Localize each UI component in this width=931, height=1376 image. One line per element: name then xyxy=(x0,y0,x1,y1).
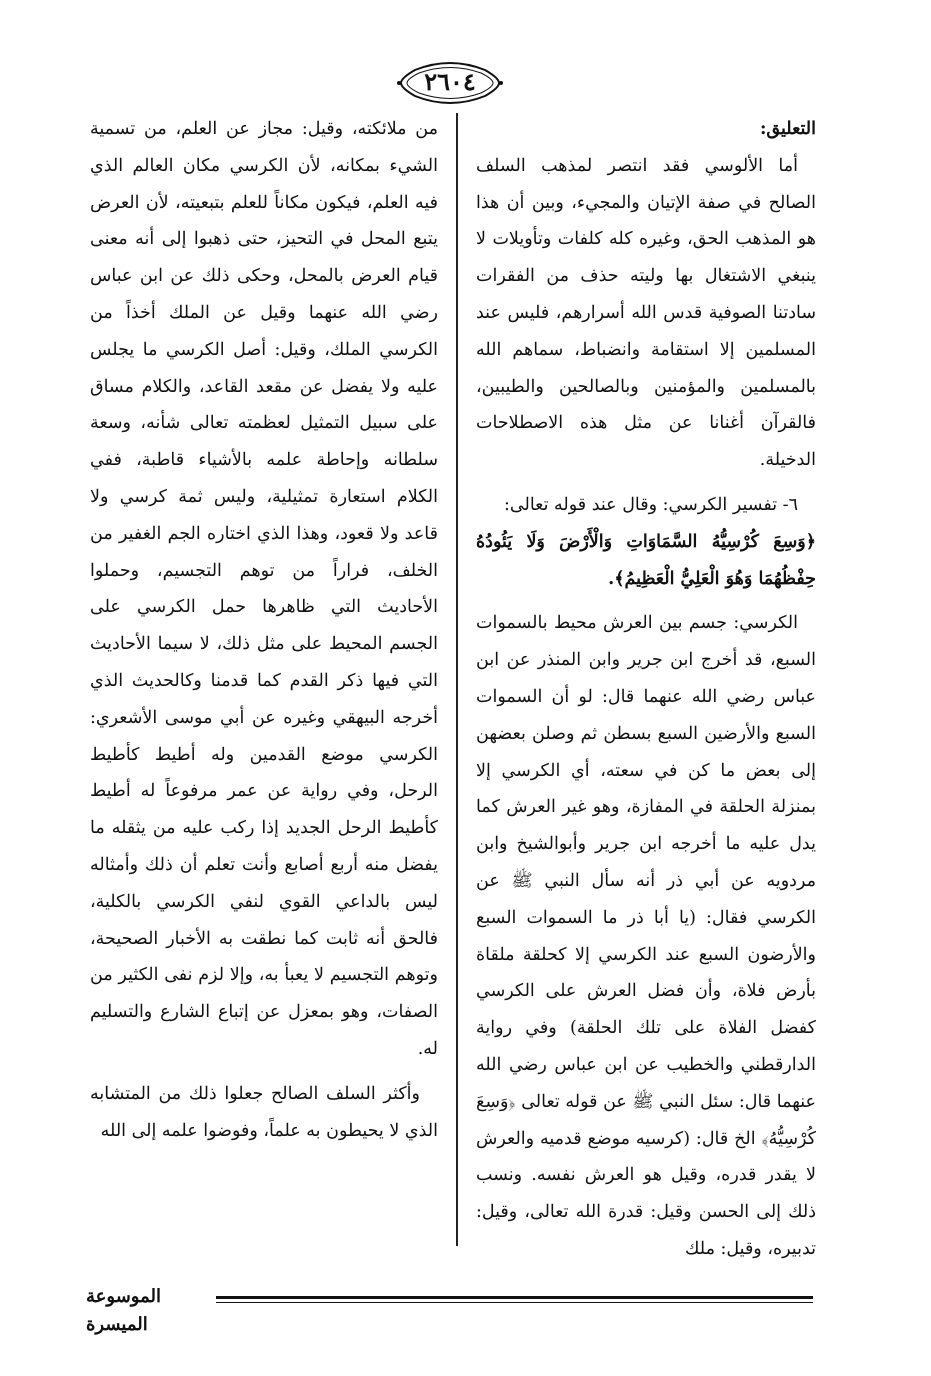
paragraph: وأكثر السلف الصالح جعلوا ذلك من المتشابه الذي لا يحيطون به علماً، وفوضوا علمه إلى الله xyxy=(90,1083,438,1141)
footer-title: الموسوعة الميسرة xyxy=(86,1286,161,1335)
page-number: ٢٦٠٤ xyxy=(424,67,476,96)
quran-verse: ﴿وَسِعَ كُرْسِيُّهُ السَّمَاوَاتِ وَالْأَرْضَ وَلَا يَئُودُهُ حِفْظُهُمَا وَهُوَ الْعَلِيُّ الْعَظِيمُ﴾. xyxy=(476,531,816,589)
left-column xyxy=(90,111,438,1149)
right-column xyxy=(476,111,816,1268)
page-number-ornament xyxy=(395,60,505,106)
paragraph: أما الألوسي فقد انتصر لمذهب السلف الصالح في صفة الإتيان والمجيء، وبين أن هذا هو المذهب الحق، وغيره كله كلفات وتأويلات لا ينبغي الاشتغال بها وليته حذف من الفقرات سادتنا الصوفية قدس الله أسرارهم، فليس عند المسلمين إلا استقامة وانضباط، سماهم الله بالمسلمين والمؤمنين وبالصالحين والطيبين، فالقرآن أغنانا عن مثل هذه الاصطلاحات الدخيلة. xyxy=(476,155,816,471)
footer-rule xyxy=(216,1296,813,1299)
section-heading: التعليق: xyxy=(759,119,816,139)
paragraph: من ملائكته، وقيل: مجاز عن العلم، من تسمية الشيء بمكانه، لأن الكرسي مكان العالم الذي فيه العلم، فيكون مكاناً للعلم بتبعيته، لأن العرض يتبع المحل في التحيز، حتى ذهبوا إلى أنه معنى قيام العرض بالمحل، وحكى ذلك عن ابن عباس رضي الله عنهما وقيل عن الملك أخذاً من الكرسي الملك، وقيل: أصل الكرسي ما يجلس عليه ولا يفضل عن مقعد القاعد، والكلام مساق على سبيل التمثيل لعظمته تعالى شأنه، وسعة سلطانه وإحاطة علمه بالأشياء قاطبة، ففي الكلام استعارة تمثيلية، وليس ثمة كرسي ولا قاعد ولا قعود، وهذا الذي اختاره الجم الغفير من الخلف، فراراً من توهم التجسيم، وحملوا الأحاديث التي ظاهرها حمل الكرسي على الجسم المحيط على مثل ذلك، لا سيما الأحاديث التي فيها ذكر القدم كما قدمنا وكالحديث الذي أخرجه البيهقي وغيره عن أبي موسى الأشعري: الكرسي موضع القدمين وله أطيط كأطيط الرحل، وفي رواية عن عمر مرفوعاً له أطيط كأطيط الرحل الجديد إذا ركب عليه من يثقله ما يفضل منه أربع أصابع وأنت تعلم أن ذلك وأمثاله ليس بالداعي القوي لنفي الكرسي بالكلية، فالحق أنه ثابت كما نطقت به الأخبار الصحيحة، وتوهم التجسيم لا يعبأ به، وإلا لزم نفى الكثير من الصفات، وهو بمعزل عن إتباع الشارع والتسليم له. xyxy=(90,119,438,1059)
column-divider xyxy=(456,113,458,1246)
paragraph: ٦- تفسير الكرسي: وقال عند قوله تعالى: xyxy=(504,494,798,515)
footer-rule-thin xyxy=(216,1302,813,1303)
paragraph: الكرسي: جسم بين العرش محيط بالسموات السبع، قد أخرج ابن جرير وابن المنذر عن ابن عباس رضي الله عنهما قال: لو أن السموات السبع والأرضين السبع بسطن ثم وصلن بعضهن إلى بعض ما كن في سعته، أي الكرسي إلا بمنزلة الحلقة في المفازة، وهو غير العرش كما يدل عليه ما أخرجه ابن جرير وأبوالشيخ وابن مردويه عن أبي ذر أنه سأل النبي ﷺ عن الكرسي فقال: (يا أبا ذر ما السموات السبع والأرضون السبع عند الكرسي إلا كحلقة ملقاة بأرض فلاة، وأن فضل العرش على الكرسي كفضل الفلاة على تلك الحلقة) وفي رواية الدارقطني والخطيب عن ابن عباس رضي الله عنهما قال: سئل النبي ﷺ عن قوله تعالى ﴿وَسِعَ كُرْسِيُّهُ﴾ الخ قال: (كرسيه موضع قدميه والعرش لا يقدر قدره، وقيل هو العرش نفسه. ونسب ذلك إلى الحسن وقيل: قدرة الله تعالى، وقيل: تدبيره، وقيل: ملك xyxy=(476,613,816,1259)
